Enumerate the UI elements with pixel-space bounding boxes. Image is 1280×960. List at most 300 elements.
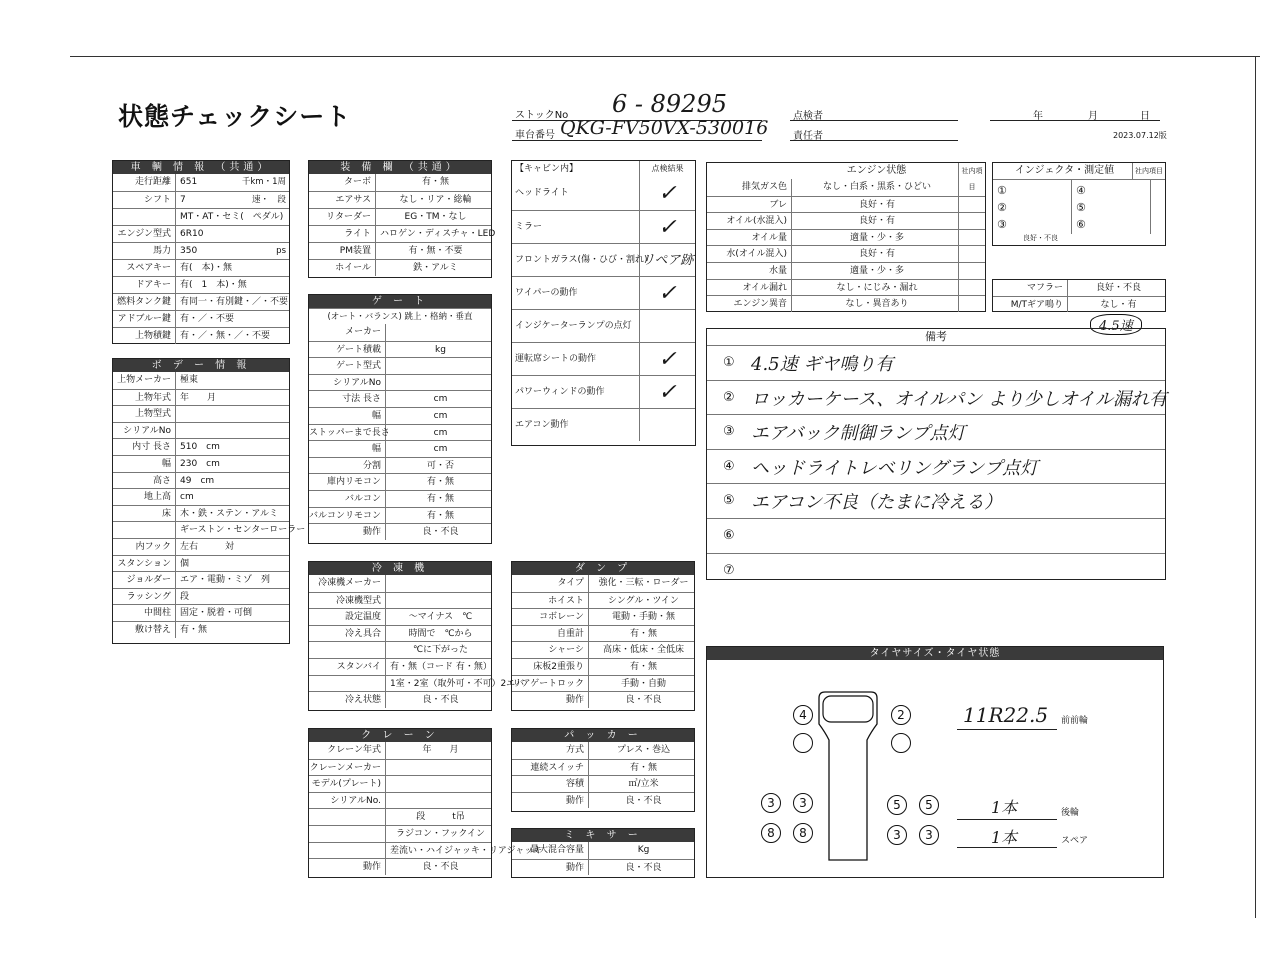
row-label: クレーン年式 (309, 742, 386, 759)
mt-gear-note: 4.5速 (1090, 314, 1142, 335)
crane-row (309, 759, 491, 776)
crane-row (309, 808, 491, 825)
body-row (113, 588, 289, 605)
row-label: 地上高 (113, 489, 176, 505)
cabin-row-label: フロントガラス(傷・ひび・割れ) (512, 244, 640, 276)
row-value: 7 (180, 195, 186, 205)
row-value: 高床・低床・全低床 (602, 645, 684, 656)
row-label: 幅 (113, 456, 176, 472)
row-label: 最大混合容量 (512, 842, 589, 859)
equipment-title: 装 備 欄 （共通） (309, 161, 491, 174)
packer-box (511, 728, 695, 812)
row-value (386, 324, 491, 341)
row-value: 良好・有 (858, 249, 895, 260)
equip-row (309, 225, 496, 242)
mixer-row (512, 859, 694, 876)
row-label: シフト (113, 192, 176, 208)
gate-row (309, 390, 491, 407)
row-value: 1室・2室（取外可・不可）2エバ (390, 678, 525, 689)
vehicle-row (113, 191, 289, 208)
muffler-value: 良好・不良 (1095, 283, 1141, 293)
row-value (386, 793, 491, 809)
row-label: 中間柱 (113, 605, 176, 621)
row-label: 設定温度 (309, 609, 386, 625)
row-label: 冷え状態 (309, 692, 386, 708)
row-label: 幅 (309, 408, 386, 424)
row-value: 適量・少・多 (849, 232, 904, 243)
row-value (176, 423, 289, 439)
row-label: シリアルNo (309, 375, 386, 391)
row-label: スタンバイ (309, 659, 386, 675)
body-row (113, 505, 289, 522)
note-number: ⑥ (723, 527, 735, 543)
body-row (113, 604, 289, 621)
row-label: ホイール (309, 260, 376, 276)
row-value (386, 358, 491, 374)
row-label: 動作 (512, 793, 589, 809)
body-info-title: ボ デ ー 情 報 (113, 359, 289, 372)
vehicle-row (113, 310, 289, 327)
tires-box (706, 646, 1164, 878)
tire-rear-right-b: 5 (919, 795, 939, 815)
month-label: 月 (1088, 111, 1098, 122)
cabin-title: 【キャビン内】 (512, 161, 640, 177)
crane-title: ク レ ー ン (309, 729, 491, 742)
row-label: ゲート型式 (309, 358, 386, 374)
equip-row (309, 242, 491, 259)
injector-cell-5: ⑤ (1076, 201, 1086, 214)
row-value: 良・不良 (422, 527, 459, 538)
row-value: 差流い・ハイジャッキ・リアジャッキ (390, 845, 543, 856)
cabin-result-header: 点検結果 (651, 164, 684, 173)
row-value: 有・／・不要 (180, 314, 235, 324)
cabin-row (512, 408, 695, 441)
row-value: なし・異音あり (845, 299, 909, 310)
row-label: 上物年式 (113, 390, 176, 406)
body-row (113, 538, 289, 555)
stock-label: ストックNo (515, 110, 569, 121)
row-value: 350 (180, 246, 198, 256)
row-value: 年 月 (422, 745, 459, 755)
tire-rear-left-outer: 3 (761, 793, 781, 813)
row-label: 排気ガス色 (707, 179, 792, 196)
row-value: 有( 1 本)・無 (180, 280, 247, 290)
row-value: 時間で ℃から (408, 628, 473, 639)
body-row (113, 389, 289, 406)
tire-rear-value: 1本 (991, 798, 1018, 817)
notes-title: 備考 (925, 330, 947, 343)
injector-title: インジェクタ・測定値 (1014, 165, 1115, 176)
vehicle-info-title: 車 輌 情 報 （共通） (113, 161, 289, 174)
row-label: ゲート積載 (309, 342, 386, 358)
cabin-row-label: ミラー (512, 211, 640, 243)
row-value: 〜マイナス ℃ (408, 612, 473, 623)
gate-row (309, 341, 491, 358)
tire-front-left: 4 (793, 705, 813, 725)
row-label: シリアルNo (113, 423, 176, 439)
note-row (707, 553, 1165, 588)
note-number: ① (723, 355, 735, 370)
dump-title: ダ ン プ (512, 562, 694, 575)
notes-box (706, 328, 1166, 580)
row-label: エアサス (309, 192, 376, 208)
gate-title: ゲ ー ト (309, 295, 491, 308)
row-label: 内寸 長さ (113, 439, 176, 455)
row-value: MT・AT・セミ( ペダル) (180, 212, 284, 222)
row-value: なし・リア・総輪 (399, 195, 472, 205)
row-value: 510 cm (180, 442, 220, 453)
engine-box (706, 162, 986, 312)
mt-gear-label: M/Tギア鳴り (993, 297, 1068, 312)
row-label: シリアルNo. (309, 793, 386, 809)
row-value: ㎥/立米 (628, 779, 659, 790)
cabin-row-label: インジケーターランプの点灯 (512, 310, 640, 342)
row-label: 庫内リモコン (309, 474, 386, 490)
row-label: 燃料タンク鍵 (113, 294, 176, 310)
row-value: cm (433, 394, 448, 405)
equip-row (309, 208, 491, 225)
tire-spare-label: スペア (1061, 836, 1089, 846)
tire-size-value: 11R22.5 (963, 703, 1049, 727)
dump-row (512, 575, 694, 592)
crane-row (309, 792, 491, 809)
row-value: 年 月 (180, 392, 217, 403)
row-label: 床 (113, 506, 176, 522)
row-label: モデル(プレート) (309, 776, 386, 792)
row-label (113, 522, 176, 538)
cabin-row (512, 276, 695, 309)
vehicle-row (113, 225, 289, 242)
gate-row (309, 374, 491, 391)
tire-rear-label: 後輪 (1061, 808, 1080, 818)
row-value: kg (435, 344, 446, 355)
row-label: 敷け替え (113, 622, 176, 638)
row-label: PM装置 (309, 243, 376, 259)
dump-row (512, 592, 694, 609)
dump-row (512, 625, 694, 642)
row-label: 自重計 (512, 626, 589, 642)
row-label: 動作 (512, 692, 589, 708)
row-value: 有・無 (629, 661, 657, 672)
row-label: タイプ (512, 575, 589, 592)
note-text: ヘッドライトレベリングランプ点灯 (751, 457, 1039, 479)
vehicle-row (113, 327, 289, 344)
row-value: シングル・ツイン (608, 595, 679, 606)
row-value (386, 776, 491, 792)
body-row (113, 472, 289, 489)
row-suffix: 千km・1周 (241, 177, 286, 187)
row-label: 高さ (113, 473, 176, 489)
row-label: スペアキー (113, 260, 176, 276)
row-label: ブレ (707, 197, 792, 213)
crane-row (309, 858, 491, 875)
tires-title: タイヤサイズ・タイヤ状態 (707, 647, 1163, 660)
row-label: 冷え具合 (309, 626, 386, 642)
chassis-label: 車台番号 (515, 130, 555, 141)
body-row (113, 621, 289, 638)
gate-row (309, 523, 491, 540)
refrig-row (309, 592, 491, 609)
engine-row (707, 295, 985, 312)
cabin-row-result (640, 310, 695, 342)
note-number: ④ (723, 458, 735, 474)
body-row (113, 405, 289, 422)
row-value: ラジコン・フックイン (396, 828, 485, 839)
row-value: 鉄・アルミ (413, 263, 458, 273)
truck-diagram (707, 660, 1165, 878)
row-value: cm (433, 410, 448, 421)
dump-row (512, 658, 694, 675)
note-row (707, 414, 1165, 449)
row-value: エア・電動・ミゾ 列 (180, 575, 271, 586)
row-value: 良・不良 (625, 795, 662, 806)
packer-title: パ ッ カ ー (512, 729, 694, 742)
row-value: 有・無 (426, 477, 454, 488)
injector-cell-3: ③ (997, 218, 1007, 231)
row-value: 有・無 (421, 177, 449, 187)
injector-cell-6: ⑥ (1076, 218, 1086, 231)
gate-row (309, 457, 491, 474)
gate-row (309, 507, 491, 524)
engine-row (707, 212, 985, 229)
row-label: エンジン型式 (113, 226, 176, 242)
row-label: 寸法 長さ (309, 391, 386, 407)
inspector-label: 点検者 (793, 111, 823, 122)
refrig-row (309, 691, 491, 708)
row-value: 有・無 (426, 493, 454, 504)
body-row (113, 372, 289, 389)
row-value: 有・無 (629, 628, 657, 639)
cabin-row-result (640, 409, 695, 441)
cabin-row-result: ✓ (658, 181, 677, 206)
mixer-title: ミ キ サ ー (512, 829, 694, 842)
row-value (176, 406, 289, 422)
row-label: 容積 (512, 776, 589, 792)
row-value: cm (180, 492, 194, 503)
row-label: オイル(水混入) (707, 213, 792, 229)
refrig-row (309, 575, 491, 592)
row-value: 有( 本)・無 (180, 263, 233, 273)
row-label: 水量 (707, 263, 792, 279)
row-label: ストッパーまで長さ (309, 425, 386, 441)
row-label: 動作 (309, 859, 386, 875)
cabin-row-result: リペア跡 (641, 253, 694, 268)
gate-subtitle: (オート・バランス) 跳上・格納・垂直 (309, 308, 491, 324)
note-row (707, 345, 1165, 380)
row-label (309, 809, 386, 825)
row-label: ドアキー (113, 277, 176, 293)
row-value: 強化・三転・ローダー (598, 578, 689, 588)
vehicle-row (113, 259, 289, 276)
row-value: 230 cm (180, 458, 220, 469)
cabin-row (512, 177, 695, 210)
row-label: 冷凍機型式 (309, 593, 386, 609)
row-value: 手動・自動 (620, 678, 666, 689)
row-label: 上物メーカー (113, 372, 176, 389)
body-row (113, 422, 289, 439)
crane-box (308, 728, 543, 878)
refrigerator-title: 冷 凍 機 (309, 562, 491, 575)
gate-row (309, 440, 491, 457)
row-suffix: ps (276, 246, 286, 256)
gate-row (309, 424, 491, 441)
row-value: 良好・有 (858, 199, 895, 210)
note-number: ⑤ (723, 493, 735, 509)
row-label: バルコンリモコン (309, 508, 386, 524)
body-info-box (112, 358, 306, 644)
row-value (386, 375, 491, 391)
dump-row (512, 608, 694, 625)
muffler-label: マフラー (993, 280, 1068, 296)
gate-row (309, 324, 491, 341)
tire-front-right-inner (891, 733, 911, 753)
chassis-value: QKG-FV50VX-530016 (560, 117, 769, 139)
note-text: 4.5速 ギヤ鳴り有 (751, 354, 894, 375)
row-label: リターダー (309, 209, 376, 225)
row-value: 極東 (180, 375, 199, 385)
row-value: 6R10 (180, 229, 204, 239)
version-label: 2023.07.12版 (1113, 131, 1167, 140)
row-value: 有・無・不要 (408, 246, 463, 256)
crane-row (309, 742, 491, 759)
row-label: 幅 (309, 441, 386, 457)
engine-side-label: 社内項目 (958, 163, 985, 179)
row-value: ℃に下がった (412, 645, 469, 656)
row-label: 動作 (512, 860, 589, 876)
stock-value: 6 - 89295 (612, 90, 727, 118)
vehicle-row (113, 208, 289, 225)
engine-row (707, 245, 985, 262)
row-label: 床板2重張り (512, 659, 589, 675)
equip-row (309, 259, 491, 276)
row-label: ホイスト (512, 593, 589, 609)
note-row (707, 449, 1165, 484)
row-value: cm (433, 444, 448, 455)
note-number: ⑦ (723, 562, 735, 578)
row-value: cm (433, 427, 448, 438)
row-value: 段 (180, 591, 190, 602)
note-number: ② (723, 389, 735, 405)
mixer-box (511, 828, 695, 878)
injector-cell-2: ② (997, 201, 1007, 214)
row-label: 走行距離 (113, 174, 176, 191)
row-value: 良好・有 (858, 216, 895, 227)
row-value: 良・不良 (422, 695, 459, 706)
row-label: ターボ (309, 174, 376, 191)
row-value: Kg (637, 845, 650, 855)
row-value: 可・否 (426, 460, 454, 471)
gate-row (309, 490, 491, 507)
row-value: 適量・少・多 (849, 265, 904, 276)
body-row (113, 455, 289, 472)
day-label: 日 (1140, 111, 1150, 122)
tire-spare-a: 3 (887, 825, 907, 845)
vehicle-row (113, 242, 289, 259)
sheet-border-top (70, 56, 1260, 57)
tire-rear-right-a: 5 (887, 795, 907, 815)
row-value: 固定・脱着・可倒 (180, 608, 253, 619)
row-value: 良・不良 (422, 862, 459, 873)
tire-rear-left-inner: 3 (793, 793, 813, 813)
row-value: プレス・巻込 (616, 745, 671, 755)
row-value: EG・TM・なし (404, 212, 467, 222)
vehicle-row (113, 276, 289, 293)
row-label: エンジン異音 (707, 296, 792, 312)
gate-row (309, 357, 491, 374)
cabin-row-result: ✓ (658, 215, 677, 240)
row-value: 良・不良 (625, 862, 662, 873)
row-value: 有・無 (629, 762, 657, 773)
body-row (113, 571, 289, 588)
row-label: 内フック (113, 539, 176, 555)
row-value: ハロゲン・ディスチャ・LED (380, 229, 496, 239)
cabin-row-result: ✓ (658, 281, 677, 306)
vehicle-row (113, 174, 289, 191)
packer-row (512, 775, 694, 792)
row-value (386, 575, 491, 592)
cabin-row-result: ✓ (658, 380, 677, 405)
row-label: ラッシング (113, 589, 176, 605)
sheet-border-right (1255, 56, 1256, 918)
tire-spare-value: 1本 (991, 828, 1018, 847)
injector-box (992, 162, 1166, 246)
engine-row (707, 262, 985, 279)
row-label (309, 843, 386, 859)
row-label: クレーンメーカー (309, 760, 386, 776)
equip-row (309, 191, 491, 208)
row-value: 49 cm (180, 475, 215, 486)
row-label: 水(オイル混入) (707, 246, 792, 262)
packer-row (512, 742, 694, 759)
engine-row (707, 196, 985, 213)
note-number: ③ (723, 424, 735, 440)
page-title: 状態チェックシート (118, 102, 352, 131)
refrig-row (309, 658, 491, 675)
row-value: 良・不良 (625, 695, 662, 706)
injector-cell-4: ④ (1076, 184, 1086, 197)
injector-side-label: 社内項目 (1132, 163, 1165, 179)
responsible-label: 責任者 (793, 131, 823, 142)
row-label: バルコン (309, 491, 386, 507)
injector-footer: 良好・不良 (1023, 234, 1058, 242)
cabin-row-label: ワイパーの動作 (512, 277, 640, 309)
row-label: 上物積鍵 (113, 328, 176, 344)
row-value: ギーストン・センターローラー (180, 525, 306, 536)
engine-row (707, 229, 985, 246)
cabin-row-result: ✓ (658, 347, 677, 372)
row-value: なし・白系・黒系・ひどい (822, 182, 931, 192)
dump-row (512, 675, 694, 692)
row-label: 上物型式 (113, 406, 176, 422)
row-label: メーカー (309, 324, 386, 341)
row-value: なし・にじみ・漏れ (836, 282, 918, 293)
refrig-row (309, 625, 491, 642)
year-label: 年 (1033, 111, 1043, 122)
equip-row (309, 174, 491, 191)
note-row (707, 380, 1165, 415)
vehicle-info-box (112, 160, 290, 344)
packer-row (512, 792, 694, 809)
engine-row (707, 279, 985, 296)
row-value (386, 760, 491, 776)
cabin-row-label: エアコン動作 (512, 409, 640, 441)
cabin-row (512, 342, 695, 375)
row-label: 動作 (309, 524, 386, 540)
row-label (309, 676, 386, 692)
cabin-box (511, 160, 696, 446)
gate-row (309, 473, 491, 490)
body-row (113, 555, 289, 572)
